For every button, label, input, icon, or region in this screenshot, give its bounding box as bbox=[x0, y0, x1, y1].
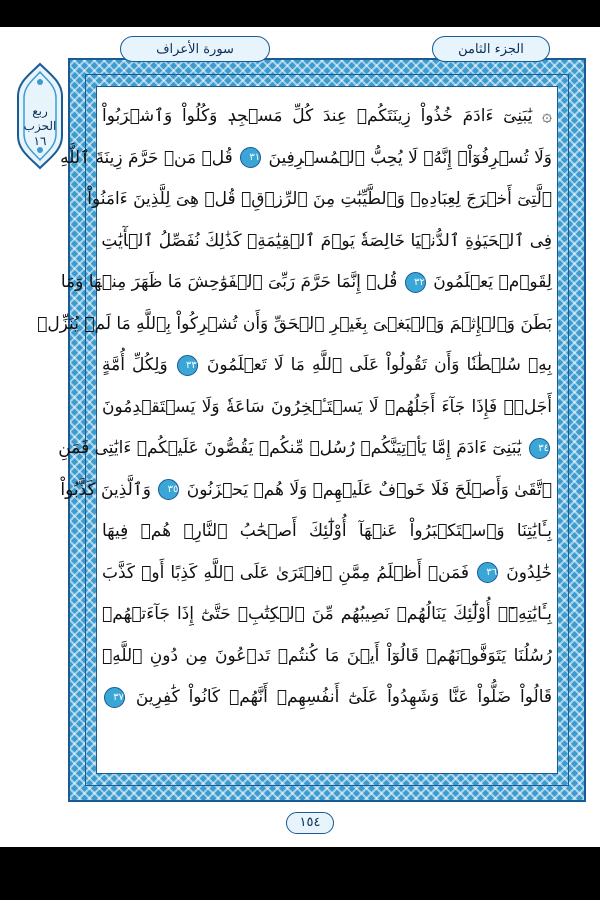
verse-text: ۞ يَٰبَنِىٓ ءَادَمَ خُذُواْ زِينَتَكُمۡ عِندَ كُلِّ مَسۡجِدٖ وَكُلُواْ وَٱشۡرَبُواْ bbox=[102, 106, 552, 126]
ayah-number-marker: ٣٣ bbox=[177, 355, 198, 376]
verse-line bbox=[102, 511, 552, 553]
verse-text: بِـَٔايَٰتِنَا وَٱسۡتَكۡبَرُواْ عَنۡهَآ أُوْلَٰٓئِكَ أَصۡحَٰبُ ٱلنَّارِۖ هُمۡ فِيهَا bbox=[102, 521, 552, 541]
ayah-number-marker: ٣٤ bbox=[529, 438, 550, 459]
verse-line bbox=[102, 677, 552, 719]
verse-text: أَجَلٞۖ فَإِذَا جَآءَ أَجَلُهُمۡ لَا يَسۡتَـٔۡخِرُونَ سَاعَةٗ وَلَا يَسۡتَقۡدِمُونَ bbox=[102, 396, 552, 417]
surah-title: سورة الأعراف bbox=[120, 36, 270, 62]
ayah-number-marker: ٣٥ bbox=[158, 479, 179, 500]
verse-line bbox=[87, 179, 552, 221]
verse-text: فِى ٱلۡحَيَوٰةِ ٱلدُّنۡيَا خَالِصَةٗ يَوۡمَ ٱلۡقِيَٰمَةِۗ كَذَٰلِكَ نُفَصِّلُ ٱلۡأٓيَٰتِ bbox=[101, 230, 552, 251]
ayah-number-marker: ٣١ bbox=[240, 147, 261, 168]
verse-text: بَطَنَ وَٱلۡإِثۡمَ وَٱلۡبَغۡىَ بِغَيۡرِ ٱلۡحَقِّ وَأَن تُشۡرِكُواْ بِٱللَّهِ مَا لَمۡ يُنَزِّلۡ bbox=[37, 313, 552, 334]
verse-line bbox=[102, 553, 552, 595]
hizb-marker-label bbox=[14, 104, 66, 149]
verse-line bbox=[60, 470, 552, 512]
hizb-marker-line: الحزب bbox=[23, 119, 57, 133]
verse-line bbox=[60, 262, 552, 304]
verse-line bbox=[102, 594, 552, 636]
verse-text: لِقَوۡمٖ يَعۡلَمُونَ bbox=[433, 272, 552, 292]
verse-line bbox=[58, 428, 552, 470]
verse-line bbox=[37, 304, 552, 346]
verse-text: قُلۡ إِنَّمَا حَرَّمَ رَبِّىَ ٱلۡفَوَٰحِشَ مَا ظَهَرَ مِنۡهَا وَمَا bbox=[60, 272, 398, 292]
verse-text: وَلِكُلِّ أُمَّةٍ bbox=[102, 355, 168, 375]
verse-text: قُلۡ مَنۡ حَرَّمَ زِينَةَ ٱللَّهِ bbox=[60, 147, 233, 168]
verse-line bbox=[102, 221, 552, 263]
verse-line bbox=[102, 96, 552, 138]
verse-line bbox=[102, 345, 552, 387]
verse-text: رُسُلُنَا يَتَوَفَّوۡنَهُمۡ قَالُوٓاْ أَيۡنَ مَا كُنتُمۡ تَدۡعُونَ مِن دُونِ ٱللَّهِۖ bbox=[102, 645, 552, 666]
verse-text: فَمَنۡ أَظۡلَمُ مِمَّنِ ٱفۡتَرَىٰ عَلَى ٱللَّهِ كَذِبًا أَوۡ كَذَّبَ bbox=[102, 562, 469, 583]
verse-text: وَٱلَّذِينَ كَذَّبُواْ bbox=[60, 479, 151, 500]
page-number: ١٥٤ bbox=[286, 812, 334, 834]
ayah-number-marker: ٣٧ bbox=[104, 687, 125, 708]
verse-line bbox=[102, 387, 552, 429]
verse-text: بِـَٔايَٰتِهِۦٓۚ أُوْلَٰٓئِكَ يَنَالُهُمۡ نَصِيبُهُم مِّنَ ٱلۡكِتَٰبِۖ حَتَّىٰٓ إِذَا جَآءَتۡهُمۡ bbox=[102, 604, 552, 624]
verse-text: يَٰبَنِىٓ ءَادَمَ إِمَّا يَأۡتِيَنَّكُمۡ رُسُلٞ مِّنكُمۡ يَقُصُّونَ عَلَيۡكُمۡ ءَايَٰتِى فَمَنِ bbox=[58, 438, 522, 458]
verse-text: وَلَا تُسۡرِفُوٓاْۚ إِنَّهُۥ لَا يُحِبُّ ٱلۡمُسۡرِفِينَ bbox=[268, 147, 552, 168]
verse-text: خَٰلِدُونَ bbox=[506, 562, 553, 583]
hizb-marker-line: ١٦ bbox=[33, 134, 47, 148]
hizb-marker-line: ربع bbox=[32, 104, 48, 118]
verse-line bbox=[60, 138, 552, 180]
verse-text: ٱلَّتِىٓ أَخۡرَجَ لِعِبَادِهِۦ وَٱلطَّيِّبَٰتِ مِنَ ٱلرِّزۡقِۚ قُلۡ هِىَ لِلَّذِينَ ءَامَنُواْ bbox=[87, 189, 552, 209]
juz-title: الجزء الثامن bbox=[432, 36, 550, 62]
ayah-number-marker: ٣٦ bbox=[477, 562, 498, 583]
verse-text: بِهِۦ سُلۡطَٰنٗا وَأَن تَقُولُواْ عَلَى ٱللَّهِ مَا لَا تَعۡلَمُونَ bbox=[206, 355, 553, 375]
verse-text: ٱتَّقَىٰ وَأَصۡلَحَ فَلَا خَوۡفٌ عَلَيۡهِمۡ وَلَا هُمۡ يَحۡزَنُونَ bbox=[186, 479, 552, 500]
verse-line bbox=[102, 636, 552, 678]
verse-text: قَالُواْ ضَلُّواْ عَنَّا وَشَهِدُواْ عَلَىٰٓ أَنفُسِهِمۡ أَنَّهُمۡ كَانُواْ كَٰفِرِينَ bbox=[135, 687, 552, 707]
ayah-number-marker: ٣٢ bbox=[405, 272, 426, 293]
